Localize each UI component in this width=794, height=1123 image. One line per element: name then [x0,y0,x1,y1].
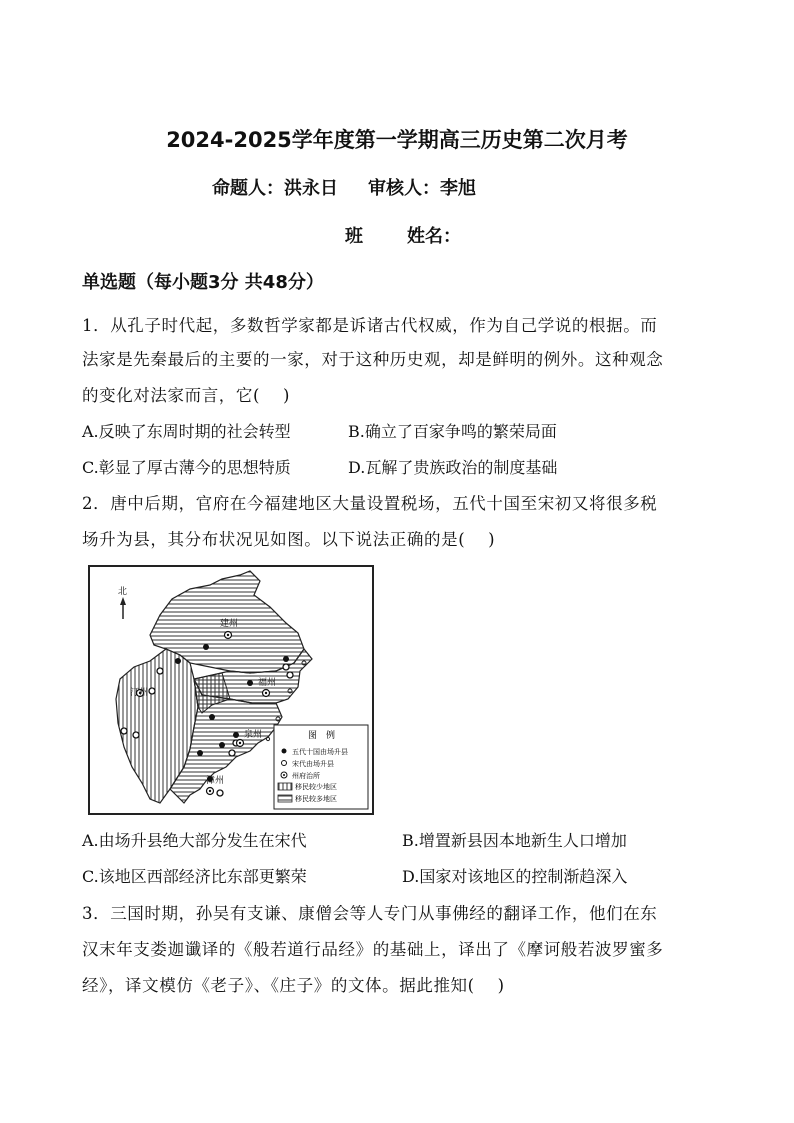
fujian-map-figure [88,565,374,815]
reviewer-label: 审核人：李旭 [368,178,476,199]
city-label-jianzhou: 建州 [220,619,239,629]
name-label: 姓名： [407,226,461,247]
author-line [212,174,476,200]
question-1-option-d: D.瓦解了贵族政治的制度基础 [348,458,558,477]
north-arrow-icon [120,597,126,619]
north-label: 北 [118,587,128,597]
city-label-zhangzhou: 漳州 [206,776,225,786]
class-label: 班 [345,226,363,247]
legend-title: 图 例 [308,731,336,741]
question-1-line-3: 的变化对法家而言，它( ) [82,386,291,405]
exam-title: 2024-2025学年度第一学期高三历史第二次月考 [166,128,628,152]
question-3-line-1: 3．三国时期，孙吴有支谦、康僧会等人专门从事佛经的翻译工作，他们在东 [82,904,658,923]
question-2-option-b: B.增置新县因本地新生人口增加 [402,831,627,850]
question-2-line-2: 场升为县，其分布状况见如图。以下说法正确的是( ) [82,530,496,549]
question-1-line-1: 1．从孔子时代起，多数哲学家都是诉诸古代权威，作为自己学说的根据。而 [82,316,658,335]
city-label-fuzhou: 福州 [258,678,277,688]
section-heading: 单选题（每小题3分 共48分） [82,272,324,293]
question-2-option-a: A.由场升县绝大部分发生在宋代 [82,831,307,850]
question-3-line-2: 汉末年支娄迦谶译的《般若道行品经》的基础上，译出了《摩诃般若波罗蜜多 [82,940,664,959]
city-label-quanzhou: 泉州 [244,730,263,740]
question-1-option-a: A.反映了东周时期的社会转型 [82,422,291,441]
legend-item-song: 宋代由场升县 [292,760,334,768]
question-2-line-1: 2．唐中后期，官府在今福建地区大量设置税场，五代十国至宋初又将很多税 [82,494,658,513]
city-label-tingzhou: 汀州 [130,688,149,698]
legend-item-five-dynasties: 五代十国由场升县 [292,748,348,756]
question-1-line-2: 法家是先秦最后的主要的一家，对于这种历史观，却是鲜明的例外。这种观念 [82,350,664,369]
class-name-line [345,222,461,248]
legend-item-few-migrants: 移民较少地区 [295,783,337,791]
legend-item-seat: 州府治所 [292,772,320,780]
question-3-line-3: 经》，译文模仿《老子》、《庄子》的文体。据此推知( ) [82,976,505,995]
question-1-option-b: B.确立了百家争鸣的繁荣局面 [348,422,557,441]
map-legend [274,725,368,809]
setter-label: 命题人：洪永日 [212,178,338,199]
question-1-option-c: C.彰显了厚古薄今的思想特质 [82,458,291,477]
question-2-option-c: C.该地区西部经济比东部更繁荣 [82,867,307,886]
question-2-option-d: D.国家对该地区的控制渐趋深入 [402,867,628,886]
legend-item-many-migrants: 移民较多地区 [295,795,337,803]
